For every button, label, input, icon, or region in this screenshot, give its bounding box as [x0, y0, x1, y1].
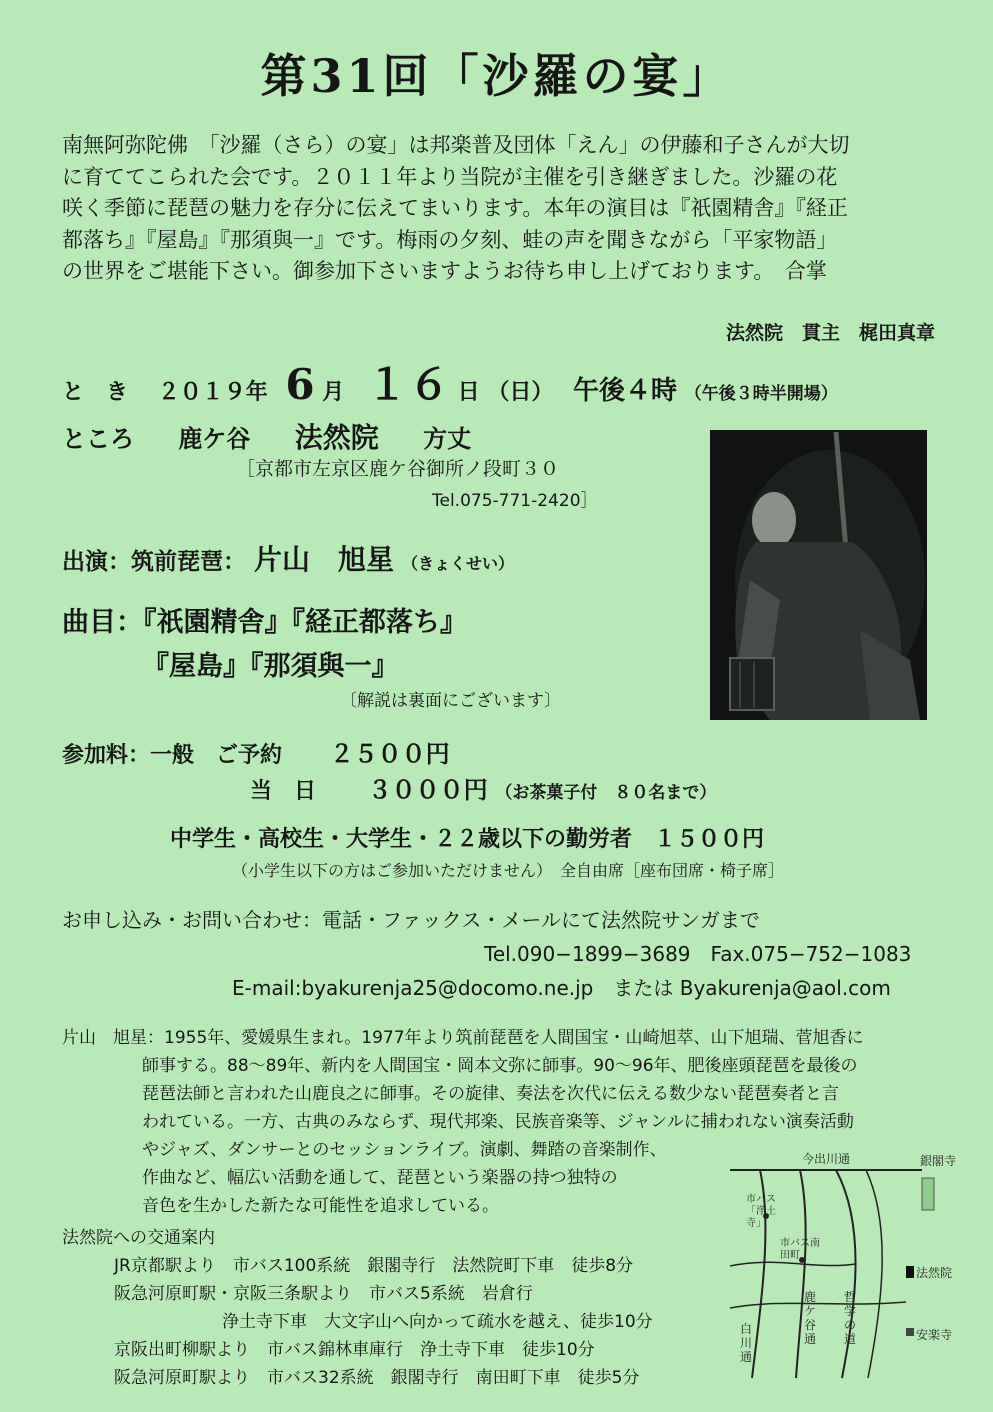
intro-text [62, 130, 942, 288]
place-temple: 法然院 [294, 421, 379, 454]
map-label-honenin: 法然院 [916, 1266, 953, 1280]
time-open: （午後３時半開場） [684, 384, 838, 404]
map-label-ginkakuji: 銀閣寺 [920, 1154, 957, 1168]
time-year: ２０１９年 [157, 379, 268, 405]
fee-line-2 [250, 770, 716, 805]
access-line: 阪急河原町駅・京阪三条駅より 市バス5系統 岩倉行 [114, 1284, 533, 1304]
place-area: 鹿ケ谷 [178, 424, 251, 453]
performer-label: 出演：筑前琵琶： [62, 548, 246, 575]
time-month-unit: 月 [322, 379, 345, 405]
time-weekday: （日） [487, 379, 554, 405]
intro-line: 南無阿弥陀佛 「沙羅（さら）の宴」は邦楽普及団体「えん」の伊藤和子さんが大切 [62, 133, 850, 157]
intro-line: 都落ち』『屋島』『那須與一』です。梅雨の夕刻、蛙の声を聞きながら「平家物語」 [62, 227, 838, 252]
performer-photo-image [710, 430, 927, 720]
page-title: 第31回「沙羅の宴」 [260, 49, 733, 103]
map-label-bus-jodoji: 市バス「浄土寺」 [746, 1194, 776, 1229]
fee-line-2-note: （お茶菓子付 ８０名まで） [495, 783, 717, 803]
performer-photo [710, 430, 927, 720]
fee-line-3: 中学生・高校生・大学生・２２歳以下の勤労者 １５００円 [170, 826, 765, 852]
contact-line: お申し込み・お問い合わせ：電話・ファックス・メールにて法然院サンガまで [62, 908, 760, 932]
fee-line-1-price: ２５００円 [329, 739, 450, 768]
bio-line: 片山 旭星：1955年、愛媛県生まれ。1977年より筑前琵琶を人間国宝・山崎旭萃、山下旭瑞、菅旭香に [62, 1028, 864, 1048]
performer-name: 片山 旭星 [254, 543, 395, 576]
map-label-imadegawa: 今出川通 [802, 1152, 851, 1166]
fee-line-1-label: 参加料：一般 ご予約 [62, 742, 283, 768]
fee-line-2-label: 当 日 [250, 778, 317, 804]
bio-line: 琵琶法師と言われた山鹿良之に師事。その旋律、奏法を次代に伝える数少ない琵琶奏者と言 [142, 1084, 839, 1104]
intro-line: 咲く季節に琵琶の魅力を存分に伝えてまいります。本年の演目は『祇園精舎』『経正 [62, 196, 848, 220]
access-line: 京阪出町柳駅より 市バス錦林車庫行 浄土寺下車 徒歩10分 [114, 1340, 595, 1360]
place-label: ところ [62, 424, 134, 453]
contact-email: E-mail:byakurenja25@docomo.ne.jp または Byakurenja@aol.com [232, 976, 891, 1000]
event-time [62, 352, 838, 412]
access-line: 阪急河原町駅より 市バス32系統 銀閣寺行 南田町下車 徒歩5分 [114, 1368, 640, 1388]
time-month: 6 [285, 360, 315, 409]
fee-line-4: （小学生以下の方はご参加いただけません） 全自由席［座布団席・椅子席］ [232, 861, 785, 880]
signature: 法然院 貫主 梶田真章 [725, 322, 935, 344]
time-day-unit: 日 [457, 379, 480, 405]
contact-tel-fax: Tel.090−1899−3689 Fax.075−752−1083 [484, 942, 912, 966]
songs-line-2: 『屋島』『那須與一』 [142, 651, 399, 682]
time-label: と き [62, 379, 129, 405]
map-label-shishigatani: 鹿ケ谷通 [804, 1290, 817, 1346]
place-room: 方丈 [423, 424, 472, 453]
intro-line: に育ててこられた会です。２０１１年より当院が主催を引き継ぎました。沙羅の花 [62, 164, 838, 189]
map-label-shirakawa: 白川通 [740, 1322, 753, 1364]
place-tel: Tel.075-771-2420］ [432, 491, 598, 511]
performer [62, 538, 514, 578]
access-line: JR京都駅より 市バス100系統 銀閣寺行 法然院町下車 徒歩8分 [114, 1256, 634, 1276]
time-hour: 午後４時 [573, 376, 678, 406]
performer-reading: （きょくせい） [402, 554, 515, 573]
songs-line-1: 曲目：『祇園精舎』『経正都落ち』 [62, 607, 467, 638]
map-label-bus-minamida: 市バス南田町 [780, 1238, 820, 1261]
access-map [716, 1146, 960, 1382]
bio-line: 師事する。88〜89年、新内を人間国宝・岡本文弥に師事。90〜96年、肥後座頭琵琶を最後の [142, 1056, 858, 1076]
songs-note: 〔解説は裏面にございます〕 [340, 691, 561, 711]
fee-line-1 [62, 734, 450, 769]
intro-line: の世界をご堪能下さい。御参加下さいますようお待ち申し上げております。 合掌 [62, 259, 827, 283]
place-address: ［京都市左京区鹿ケ谷御所ノ段町３０ [236, 458, 560, 480]
bio-line: われている。一方、古典のみならず、現代邦楽、民族音楽等、ジャンルに捕われない演奏活動 [142, 1112, 854, 1132]
bio-line: 音色を生かした新たな可能性を追求している。 [142, 1196, 499, 1216]
access-line: 浄土寺下車 大文字山へ向かって疏水を越え、徒歩10分 [222, 1312, 653, 1332]
bio-line: 作曲など、幅広い活動を通して、琵琶という楽器の持つ独特の [142, 1168, 618, 1188]
event-place [62, 416, 471, 456]
access-title: 法然院への交通案内 [62, 1228, 215, 1248]
access-guide [62, 1224, 653, 1392]
fee-line-2-price: ３０００円 [367, 775, 488, 804]
map-label-anrakuji: 安楽寺 [916, 1328, 953, 1342]
bio-line: やジャズ、ダンサーとのセッションライブ。演劇、舞踏の音楽制作、 [142, 1140, 667, 1160]
time-day: １６ [365, 360, 450, 409]
map-label-tetsugaku: 哲学の道 [844, 1290, 857, 1346]
